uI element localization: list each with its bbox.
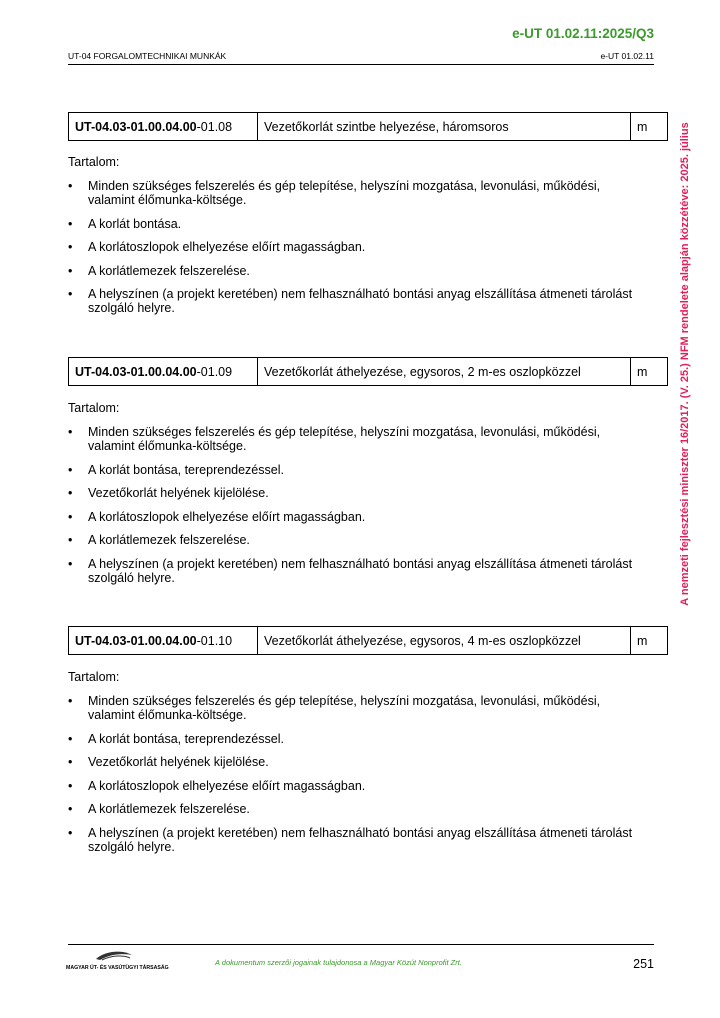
item-code: UT-04.03-01.00.04.00-01.08	[69, 113, 258, 141]
list-item: • Minden szükséges felszerelés és gép telepítése, helyszíni mozgatása, levonulási, működési, valamint élőmunka-költsége.	[68, 694, 638, 722]
list-item: • A korlátlemezek felszerelése.	[68, 802, 638, 816]
item-title: Vezetőkorlát szintbe helyezése, háromsoros	[258, 113, 631, 141]
item-unit: m	[631, 358, 668, 386]
content-label: Tartalom:	[68, 670, 120, 684]
document-code: e-UT 01.02.11:2025/Q3	[512, 26, 654, 41]
list-item: • A helyszínen (a projekt keretében) nem felhasználható bontási anyag elszállítása átmeneti tárolást szolgáló helyre.	[68, 826, 638, 854]
content-list	[68, 425, 638, 594]
page-number: 251	[633, 957, 654, 971]
list-item: • Vezetőkorlát helyének kijelölése.	[68, 755, 638, 769]
list-item: • A helyszínen (a projekt keretében) nem felhasználható bontási anyag elszállítása átmeneti tárolást szolgáló helyre.	[68, 557, 638, 585]
list-item: • A korlát bontása, tereprendezéssel.	[68, 732, 638, 746]
content-list	[68, 179, 638, 325]
content-label: Tartalom:	[68, 401, 120, 415]
copyright-notice: A dokumentum szerzői jogainak tulajdonosa a Magyar Közút Nonprofit Zrt.	[215, 958, 462, 967]
item-table	[68, 357, 668, 386]
item-code: UT-04.03-01.00.04.00-01.10	[69, 627, 258, 655]
list-item: • A korlátoszlopok elhelyezése előírt magasságban.	[68, 240, 638, 254]
list-item: • A korlát bontása, tereprendezéssel.	[68, 463, 638, 477]
running-header	[68, 51, 654, 65]
list-item: • A korlátlemezek felszerelése.	[68, 264, 638, 278]
content-list	[68, 694, 638, 863]
list-item: • Vezetőkorlát helyének kijelölése.	[68, 486, 638, 500]
item-code: UT-04.03-01.00.04.00-01.09	[69, 358, 258, 386]
item-unit: m	[631, 113, 668, 141]
list-item: • A helyszínen (a projekt keretében) nem felhasználható bontási anyag elszállítása átmeneti tárolást szolgáló helyre.	[68, 287, 638, 315]
item-title: Vezetőkorlát áthelyezése, egysoros, 2 m-es oszlopközzel	[258, 358, 631, 386]
content-label: Tartalom:	[68, 155, 120, 169]
list-item: • A korlát bontása.	[68, 217, 638, 231]
item-table	[68, 626, 668, 655]
item-table	[68, 112, 668, 141]
side-publication-note	[676, 96, 694, 631]
list-item: • A korlátoszlopok elhelyezése előírt magasságban.	[68, 779, 638, 793]
company-logo	[66, 949, 169, 971]
list-item: • Minden szükséges felszerelés és gép telepítése, helyszíni mozgatása, levonulási, működési, valamint élőmunka-költsége.	[68, 425, 638, 453]
footer-rule	[68, 944, 654, 945]
list-item: • A korlátoszlopok elhelyezése előírt magasságban.	[68, 510, 638, 524]
logo-swoosh-icon	[66, 949, 169, 971]
list-item: • Minden szükséges felszerelés és gép telepítése, helyszíni mozgatása, levonulási, működési, valamint élőmunka-költsége.	[68, 179, 638, 207]
item-title: Vezetőkorlát áthelyezése, egysoros, 4 m-es oszlopközzel	[258, 627, 631, 655]
list-item: • A korlátlemezek felszerelése.	[68, 533, 638, 547]
item-unit: m	[631, 627, 668, 655]
header-doc-ref: e-UT 01.02.11	[600, 51, 654, 61]
header-chapter: UT-04 FORGALOMTECHNIKAI MUNKÁK	[68, 51, 227, 61]
svg-text:MAGYAR ÚT- ÉS VASÚTÜGYI TÁRSAS: MAGYAR ÚT- ÉS VASÚTÜGYI TÁRSASÁG	[66, 965, 169, 971]
side-note-text: A nemzeti fejlesztési miniszter 16/2017. (V. 25.) NFM rendelete alapján közzétéve: 2025. július	[679, 121, 691, 606]
